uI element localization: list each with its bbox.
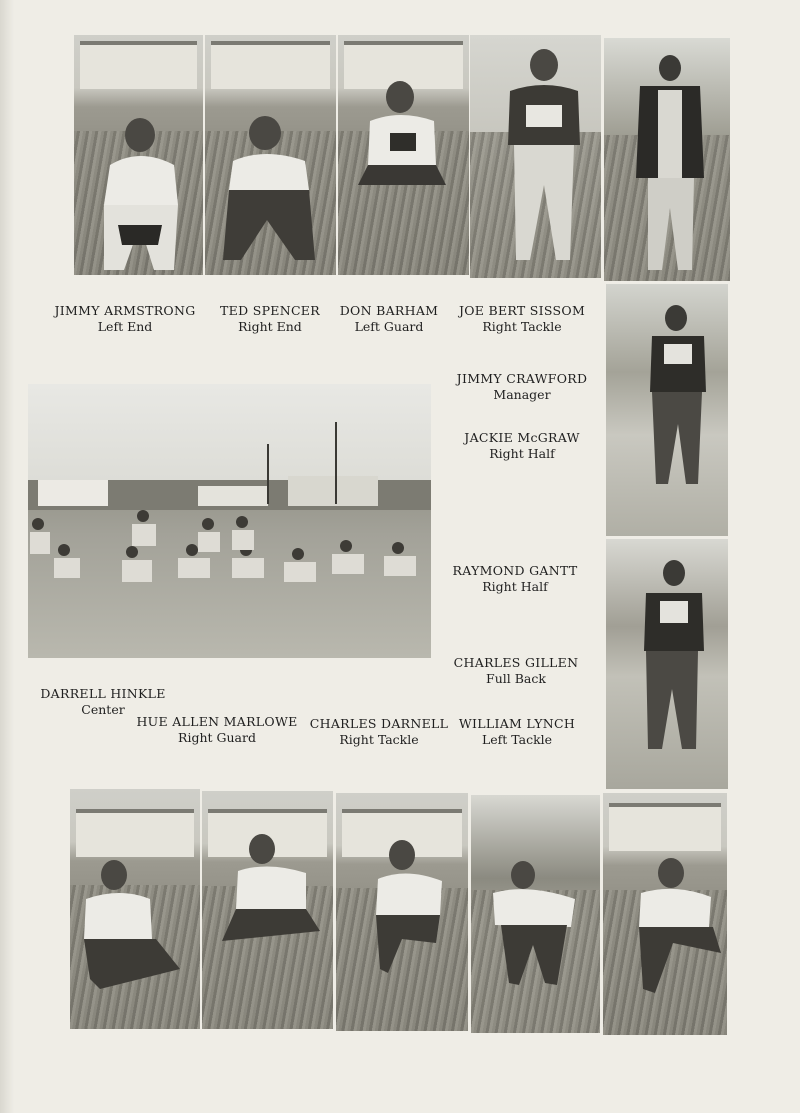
photo-jimmy-armstrong	[74, 35, 203, 275]
player-position: Full Back	[486, 671, 546, 686]
player-name: TED SPENCER	[220, 303, 320, 318]
photo-bottom-4	[471, 795, 600, 1033]
caption-jackie-mcgraw	[464, 430, 579, 462]
caption-william-lynch	[459, 716, 575, 748]
player-position: Right Half	[489, 446, 555, 461]
player-position: Center	[81, 702, 125, 717]
caption-ted-spencer	[220, 303, 320, 335]
photo-bottom-3	[336, 793, 468, 1031]
photo-bottom-2	[202, 791, 333, 1029]
caption-hue-allen-marlowe	[136, 714, 297, 746]
player-name: CHARLES GILLEN	[453, 655, 579, 670]
caption-raymond-gantt	[453, 563, 578, 595]
photo-raymond-gantt	[606, 539, 728, 789]
caption-joe-bert-sissom	[459, 303, 585, 335]
player-position: Right Tackle	[339, 732, 419, 747]
player-position: Right End	[238, 319, 302, 334]
player-position: Left End	[97, 319, 153, 334]
caption-charles-gillen	[454, 655, 579, 687]
page-binding-shadow	[0, 0, 14, 1113]
photo-don-barham	[338, 35, 469, 275]
player-name: DARRELL HINKLE	[40, 686, 166, 701]
player-name: WILLIAM LYNCH	[458, 716, 576, 731]
caption-jimmy-crawford	[457, 371, 588, 403]
photo-joe-bert-sissom	[470, 35, 601, 278]
player-name: DON BARHAM	[339, 303, 439, 318]
caption-charles-darnell	[310, 716, 449, 748]
player-name: HUE ALLEN MARLOWE	[136, 714, 298, 729]
caption-jimmy-armstrong	[55, 303, 196, 335]
player-position: Right Guard	[178, 730, 256, 745]
player-name: JOE BERT SISSOM	[458, 303, 586, 318]
player-name: CHARLES DARNELL	[309, 716, 449, 731]
player-position: Manager	[493, 387, 551, 402]
caption-don-barham	[340, 303, 439, 335]
player-position: Left Tackle	[481, 732, 553, 747]
player-name: RAYMOND GANTT	[452, 563, 578, 578]
photo-jimmy-crawford	[604, 38, 730, 281]
player-position: Right Half	[482, 579, 548, 594]
photo-bottom-5	[603, 793, 727, 1035]
photo-bottom-1	[70, 789, 200, 1029]
photo-ted-spencer	[205, 35, 336, 275]
player-name: JIMMY CRAWFORD	[456, 371, 588, 386]
team-line-photo	[28, 384, 431, 658]
player-position: Left Guard	[354, 319, 424, 334]
player-name: JACKIE McGRAW	[464, 430, 580, 445]
player-position: Right Tackle	[482, 319, 562, 334]
player-name: JIMMY ARMSTRONG	[54, 303, 196, 318]
photo-jackie-mcgraw	[606, 284, 728, 536]
